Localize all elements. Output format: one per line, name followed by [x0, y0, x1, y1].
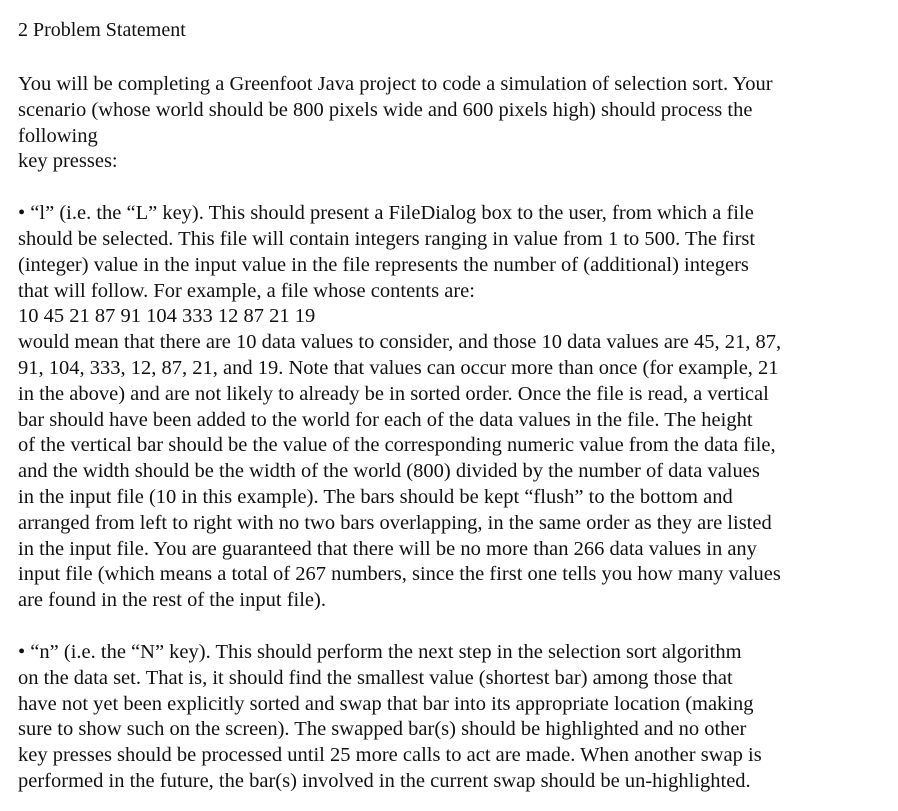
bullet-n-line: on the data set. That is, it should find the smallest value (shortest bar) among those that: [18, 666, 733, 689]
bullet-l-line: in the above) and are not likely to already be in sorted order. Once the file is read, a vertical: [18, 382, 769, 405]
bullet-n-line: • “n” (i.e. the “N” key). This should perform the next step in the selection sort algorithm: [18, 640, 742, 663]
bullet-l-line: in the input file (10 in this example). The bars should be kept “flush” to the bottom and: [18, 485, 733, 508]
bullet-l-paragraph: [18, 201, 890, 614]
paragraph-gap: [18, 175, 890, 201]
example-file-contents: 10 45 21 87 91 104 333 12 87 21 19: [18, 305, 316, 328]
bullet-l-line: 91, 104, 333, 12, 87, 21, and 19. Note that values can occur more than once (for example, 21: [18, 356, 779, 379]
bullet-l-line: of the vertical bar should be the value of the corresponding numeric value from the data file,: [18, 434, 776, 457]
intro-paragraph: [18, 72, 890, 175]
bullet-l-line: and the width should be the width of the world (800) divided by the number of data values: [18, 460, 760, 483]
intro-line: You will be completing a Greenfoot Java project to code a simulation of selection sort. Your: [18, 73, 773, 95]
bullet-l-line: bar should have been added to the world for each of the data values in the file. The height: [18, 408, 753, 431]
bullet-l-line: (integer) value in the input value in the file represents the number of (additional) integers: [18, 253, 749, 276]
bullet-n-line: sure to show such on the screen). The swapped bar(s) should be highlighted and no other: [18, 718, 747, 741]
bullet-n-paragraph: [18, 640, 890, 795]
paragraph-gap: [18, 614, 890, 640]
bullet-n-line: key presses should be processed until 25 more calls to act are made. When another swap is: [18, 744, 762, 767]
bullet-n-line: performed in the future, the bar(s) involved in the current swap should be un-highlighted.: [18, 769, 751, 792]
bullet-l-line: are found in the rest of the input file).: [18, 589, 326, 612]
bullet-l-line: • “l” (i.e. the “L” key). This should present a FileDialog box to the user, from which a file: [18, 202, 754, 225]
intro-line: key presses:: [18, 150, 118, 173]
bullet-l-line: input file (which means a total of 267 numbers, since the first one tells you how many values: [18, 563, 781, 586]
section-heading: 2 Problem Statement: [18, 19, 186, 41]
bullet-n-line: have not yet been explicitly sorted and swap that bar into its appropriate location (making: [18, 692, 754, 715]
bullet-l-line: that will follow. For example, a file whose contents are:: [18, 279, 475, 302]
bullet-l-line: should be selected. This file will contain integers ranging in value from 1 to 500. The first: [18, 227, 756, 250]
bullet-l-line: in the input file. You are guaranteed that there will be no more than 266 data values in any: [18, 537, 757, 560]
bullet-l-line: arranged from left to right with no two bars overlapping, in the same order as they are listed: [18, 511, 772, 534]
intro-line: following: [18, 124, 98, 147]
intro-line: scenario (whose world should be 800 pixels wide and 600 pixels high) should process the: [18, 98, 753, 121]
document-page: [18, 14, 890, 795]
bullet-l-line: would mean that there are 10 data values to consider, and those 10 data values are 45, 21, 87,: [18, 331, 782, 354]
